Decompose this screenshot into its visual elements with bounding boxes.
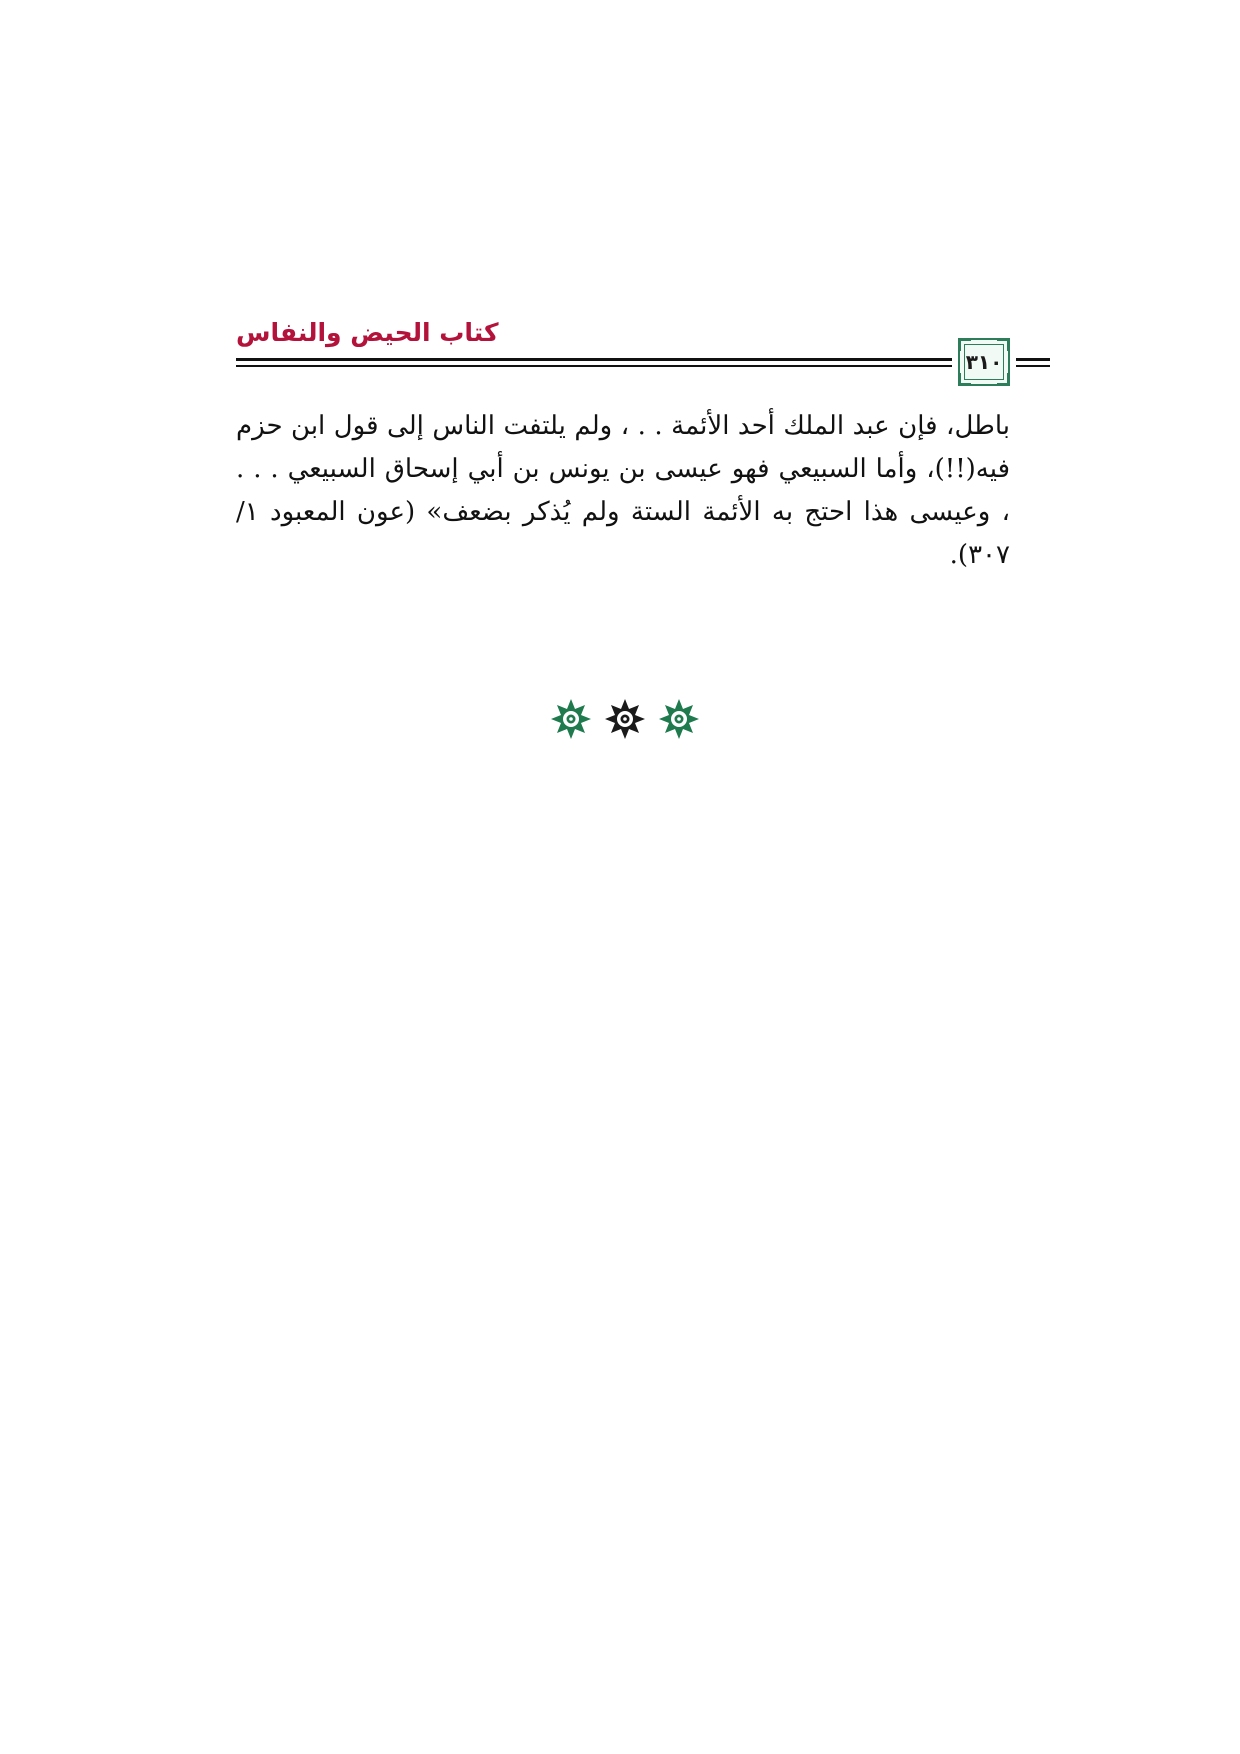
page-header <box>236 318 1010 388</box>
header-rule-bottom <box>236 365 952 367</box>
page-number-frame <box>958 338 1010 386</box>
chapter-title: كتاب الحيض والنفاس <box>236 318 499 347</box>
header-rule-right-bottom <box>1016 365 1050 367</box>
paragraph: باطل، فإن عبد الملك أحد الأئمة . . ، ولم يلتفت الناس إلى قول ابن حزم فيه(!!)، وأما السبيعي فهو عيسى بن يونس بن أبي إسحاق السبيعي . . . ، وعيسى هذا احتج به الأئمة الستة ولم يُذكر بضعف» (عون المعبود ١/ ٣٠٧). <box>236 411 1010 570</box>
flower-ornament-icon <box>550 698 592 740</box>
section-divider-ornaments <box>550 694 700 744</box>
header-rule-top <box>236 358 952 361</box>
page-number: ٣١٠ <box>965 350 1003 374</box>
header-rule-right-top <box>1016 358 1050 361</box>
flower-ornament-icon <box>604 698 646 740</box>
frame-corner-icon <box>958 373 971 386</box>
frame-corner-icon <box>997 373 1010 386</box>
flower-ornament-icon <box>658 698 700 740</box>
body-text <box>236 405 1010 577</box>
